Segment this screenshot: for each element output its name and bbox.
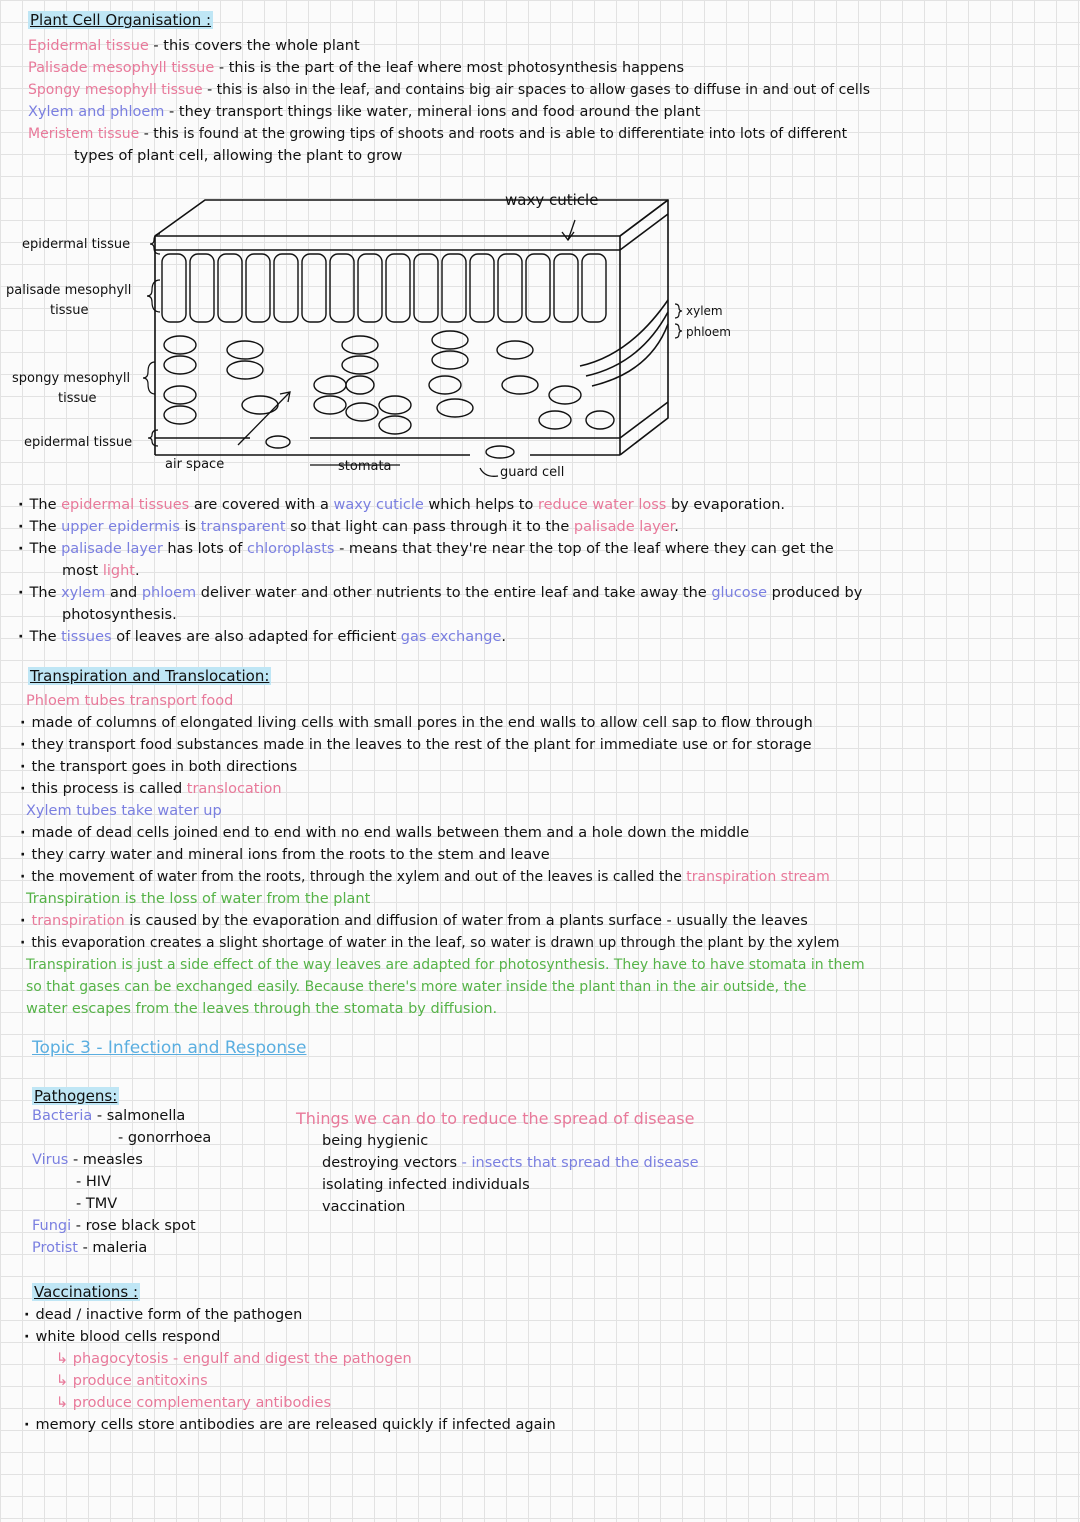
- palisade-cells: [162, 254, 606, 322]
- label-phloem: phloem: [686, 325, 731, 339]
- pathogens-section: [32, 1086, 211, 1259]
- leaf-point-3-cont: most light.: [62, 563, 140, 579]
- term-spongy: Spongy mesophyll tissue: [28, 82, 203, 98]
- vaccination-point-3: · memory cells store antibodies are are released quickly if infected again: [24, 1414, 556, 1436]
- vaccination-sub-2: ↳ produce antitoxins: [56, 1373, 208, 1389]
- pathogens-heading: Pathogens:: [34, 1087, 118, 1105]
- vaccination-sub-3: ↳ produce complementary antibodies: [56, 1395, 332, 1411]
- label-waxy-cuticle: waxy cuticle: [505, 191, 599, 209]
- virus-3: - TMV: [76, 1196, 118, 1212]
- xylem-point-3: · the movement of water from the roots, through the xylem and out of the leaves is called the transpiration stream: [20, 866, 865, 888]
- def-epidermal: - this covers the whole plant: [148, 38, 360, 54]
- def-xylem-phloem: - they transport things like water, mineral ions and food around the plant: [164, 104, 701, 120]
- phloem-point-3: · the transport goes in both directions: [20, 756, 865, 778]
- label-epidermal-top: epidermal tissue: [22, 237, 131, 252]
- transport-section: [28, 666, 271, 685]
- def-meristem: - this is found at the growing tips of shoots and roots and is able to differentiate into lots of different: [139, 126, 848, 142]
- vaccination-heading: Vaccinations :: [34, 1283, 139, 1301]
- xylem-point-1: · made of dead cells joined end to end with no end walls between them and a hole down the middle: [20, 822, 865, 844]
- reduce-item-3: isolating infected individuals: [322, 1177, 530, 1193]
- reduce-section: [296, 1108, 699, 1218]
- phloem-heading: Phloem tubes transport food: [26, 693, 234, 709]
- vaccination-list: [24, 1304, 556, 1436]
- reduce-item-4: vaccination: [322, 1199, 406, 1215]
- reduce-item-1: being hygienic: [322, 1133, 429, 1149]
- vaccination-point-1: · dead / inactive form of the pathogen: [24, 1304, 556, 1326]
- vascular-bundle: [580, 300, 668, 386]
- green-note-2: so that gases can be exchanged easily. Because there's more water inside the plant than in the air outside, the: [26, 979, 807, 995]
- virus-label: Virus: [32, 1152, 69, 1168]
- label-stomata: stomata: [338, 459, 392, 474]
- meristem-continuation: types of plant cell, allowing the plant to grow: [74, 148, 403, 164]
- protist-label: Protist: [32, 1240, 78, 1256]
- leaf-point-4: · The xylem and phloem deliver water and other nutrients to the entire leaf and take away the glucose produced by: [18, 582, 862, 604]
- leaf-point-5: · The tissues of leaves are also adapted for efficient gas exchange.: [18, 626, 862, 648]
- label-spongy-2: tissue: [58, 391, 97, 406]
- protist-1: - maleria: [77, 1240, 148, 1256]
- bacteria-label: Bacteria: [32, 1108, 93, 1124]
- term-meristem: Meristem tissue: [28, 126, 140, 142]
- transpiration-heading: Transpiration is the loss of water from the plant: [26, 891, 371, 907]
- term-epidermal: Epidermal tissue: [28, 38, 149, 54]
- green-note-3: water escapes from the leaves through the stomata by diffusion.: [26, 1001, 498, 1017]
- label-spongy-1: spongy mesophyll: [12, 371, 131, 386]
- leaf-points: [18, 494, 862, 648]
- transport-heading: Transpiration and Translocation:: [30, 667, 270, 685]
- reduce-item-2-note: - insects that spread the disease: [457, 1155, 699, 1171]
- leaf-point-3: · The palisade layer has lots of chloroplasts - means that they're near the top of the leaf where they can get the: [18, 538, 862, 560]
- organisation-section: [28, 10, 213, 29]
- label-palisade-2: tissue: [50, 303, 89, 318]
- spongy-cells: [164, 331, 614, 458]
- def-spongy: - this is also in the leaf, and contains big air spaces to allow gases to diffuse in and out of cells: [202, 82, 870, 98]
- reduce-heading: Things we can do to reduce the spread of disease: [296, 1109, 695, 1128]
- fungi-label: Fungi: [32, 1218, 72, 1234]
- bacteria-1: - salmonella: [92, 1108, 186, 1124]
- organisation-heading: Plant Cell Organisation :: [30, 11, 212, 29]
- phloem-point-2: · they transport food substances made in the leaves to the rest of the plant for immediate use or for storage: [20, 734, 865, 756]
- reduce-item-2: destroying vectors: [322, 1155, 458, 1171]
- label-xylem: xylem: [686, 304, 723, 318]
- label-guard-cell: guard cell: [500, 465, 565, 480]
- def-palisade: - this is the part of the leaf where most photosynthesis happens: [214, 60, 685, 76]
- bacteria-2: - gonorrhoea: [118, 1130, 212, 1146]
- label-palisade-1: palisade mesophyll: [6, 283, 132, 298]
- fungi-1: - rose black spot: [71, 1218, 196, 1234]
- transpiration-point-1: · transpiration is caused by the evaporation and diffusion of water from a plants surface - usually the leaves: [20, 910, 865, 932]
- xylem-heading: Xylem tubes take water up: [26, 803, 222, 819]
- label-air-space: air space: [165, 457, 225, 472]
- phloem-point-4: · this process is called translocation: [20, 778, 865, 800]
- green-note-1: Transpiration is just a side effect of the way leaves are adapted for photosynthesis. They have to have stomata in them: [26, 957, 865, 973]
- label-epidermal-bottom: epidermal tissue: [24, 435, 133, 450]
- virus-1: - measles: [68, 1152, 143, 1168]
- leaf-point-2: · The upper epidermis is transparent so that light can pass through it to the palisade layer.: [18, 516, 862, 538]
- term-palisade: Palisade mesophyll tissue: [28, 60, 215, 76]
- leaf-side-face: [620, 200, 668, 455]
- virus-2: - HIV: [76, 1174, 111, 1190]
- lower-epidermis-line: [155, 438, 620, 455]
- leaf-diagram: [0, 180, 1080, 485]
- organisation-list: [28, 35, 870, 167]
- vaccination-section: [32, 1282, 140, 1301]
- transpiration-point-2: · this evaporation creates a slight shortage of water in the leaf, so water is drawn up through the plant by the xylem: [20, 932, 865, 954]
- diagram-braces: [143, 234, 682, 446]
- vaccination-point-2: · white blood cells respond: [24, 1326, 556, 1348]
- transport-body: [20, 690, 865, 1020]
- leaf-point-1: · The epidermal tissues are covered with a waxy cuticle which helps to reduce water loss by evaporation.: [18, 494, 862, 516]
- topic-heading: Topic 3 - Infection and Response: [32, 1038, 307, 1058]
- phloem-point-1: · made of columns of elongated living cells with small pores in the end walls to allow cell sap to flow through: [20, 712, 865, 734]
- xylem-point-2: · they carry water and mineral ions from the roots to the stem and leave: [20, 844, 865, 866]
- leaf-point-4-cont: photosynthesis.: [62, 607, 177, 623]
- term-xylem-phloem: Xylem and phloem: [28, 104, 165, 120]
- vaccination-sub-1: ↳ phagocytosis - engulf and digest the pathogen: [56, 1351, 412, 1367]
